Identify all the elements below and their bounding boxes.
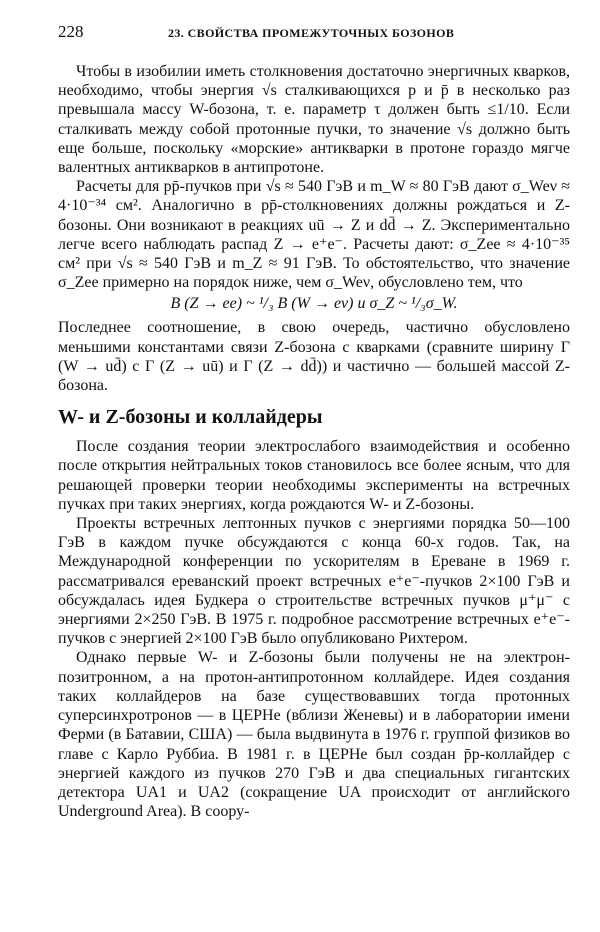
paragraph-electroweak-theory: После создания теории электрослабого взаимодействия и особенно после открытия нейтральных токов становилось все более ясным, что для решающей проверки теории необходимы эксперименты на встречных пучках при таких энергиях, когда рождаются W- и Z-бозоны. <box>58 438 570 513</box>
paragraph-proton-antiproton-collider: Однако первые W- и Z-бозоны были получены не на электрон-позитронном, а на протон-антипротонном коллайдере. Идея создания таких коллайдеров на базе существовавших тогда протонных суперсинхротронов — в ЦЕРНе (вблизи Женевы) и в лаборатории имени Ферми (в Батавии, США) — была выдвинута в 1976 г. группой физиков во главе с Карло Руббиа. В 1981 г. в ЦЕРНе был создан p̄p-коллайдер с энергией каждого из пучков 270 ГэВ и два специальных гигантских детектора UA1 и UA2 (сокращение UA происходит от английского Underground Area). В соору- <box>58 649 570 821</box>
page-number: 228 <box>58 22 84 41</box>
formula-branching-ratio: B (Z → ee) ~ ¹/₃ B (W → eν) и σ_Z ~ ¹/₃σ_W. <box>170 295 458 313</box>
paragraph-lepton-colliders: Проекты встречных лептонных пучков с энергиями порядка 50—100 ГэВ в каждом пучке обсуждаются с конца 60-х годов. Так, на Международной конференции по ускорителям в Ереване в 1969 г. рассматривался ереванский проект встречных e⁺e⁻-пучков 2×100 ГэВ и обсуждалась идея Будкера о строительстве встречных пучков μ⁺μ⁻ с энергиями 2×250 ГэВ. В 1975 г. подробное рассмотрение встречных e⁺e⁻-пучков с энергией 2×100 ГэВ было опубликовано Рихтером. <box>58 515 570 648</box>
paragraph-quark-energy: Чтобы в изобилии иметь столкновения достаточно энергичных кварков, необходимо, чтобы энергия √s сталкивающихся p и p̄ в несколько раз превышала массу W-бозона, т. е. параметр τ должен быть ≤1/10. Если сталкивать между собой протонные пучки, то значение √s должно быть еще больше, поскольку «морские» антикварки в протоне гораздо мягче валентных антикварков в антипротоне. <box>58 63 570 177</box>
running-head <box>58 22 570 48</box>
paragraph-cross-sections: Расчеты для pp̄-пучков при √s ≈ 540 ГэВ и m_W ≈ 80 ГэВ дают σ_Weν ≈ 4·10⁻³⁴ см². Аналогично в pp̄-столкновениях должны рождаться и Z-бозоны. Они возникают в реакциях uū → Z и dd̄ → Z. Экспериментально легче всего наблюдать распад Z → e⁺e⁻. Расчеты дают: σ_Zee ≈ 4·10⁻³⁵ см² при √s ≈ 540 ГэВ и m_Z ≈ 91 ГэВ. То обстоятельство, что значение σ_Zee примерно на порядок ниже, чем σ_Weν, обусловлено тем, что <box>58 178 570 292</box>
section-heading: W- и Z-бозоны и коллайдеры <box>58 406 323 429</box>
paragraph-coupling-constants: Последнее соотношение, в свою очередь, частично обусловлено меньшими константами связи Z-бозона с кварками (сравните ширину Γ (W → ud̄) с Γ (Z → uū) и Γ (Z → dd̄)) и частично — большей массой Z-бозона. <box>58 319 570 395</box>
running-title: 23. СВОЙСТВА ПРОМЕЖУТОЧНЫХ БОЗОНОВ <box>168 26 455 40</box>
